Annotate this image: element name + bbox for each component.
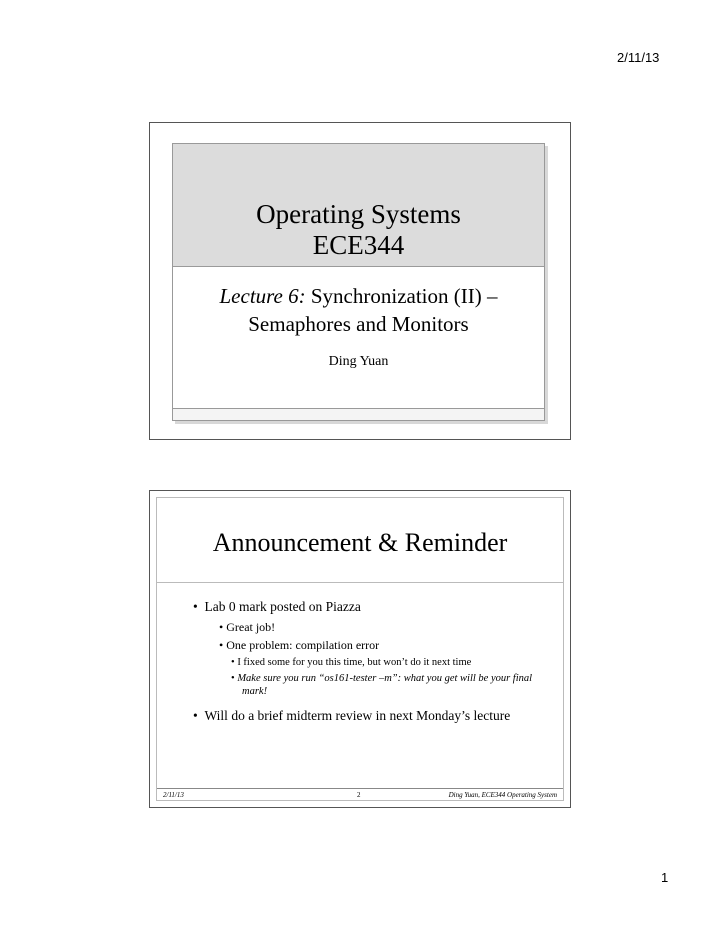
lecture-title-line-1: Synchronization (II) –	[310, 284, 498, 308]
slide-1-content	[172, 143, 545, 421]
slide-2-title: Announcement & Reminder	[212, 528, 508, 557]
title-line-1: Operating Systems	[256, 199, 461, 229]
slide-1	[149, 122, 571, 440]
sub-bullet: • Great job!	[219, 620, 276, 634]
footer-course: Ding Yuan, ECE344 Operating System	[448, 791, 557, 799]
sub-bullet: • One problem: compilation error	[219, 638, 380, 652]
title-divider	[157, 582, 563, 583]
footer-date: 2/11/13	[163, 791, 184, 799]
title-line-2: ECE344	[312, 230, 405, 260]
slide-2-content	[156, 497, 564, 801]
lecture-title-line-2: Semaphores and Monitors	[248, 312, 469, 336]
lecture-prefix: Lecture 6:	[219, 284, 306, 308]
sub-sub-bullet: • I fixed some for you this time, but won’t do it next time	[231, 657, 472, 668]
author: Ding Yuan	[328, 354, 389, 369]
page-date: 2/11/13	[617, 50, 660, 65]
footer-slide-number: 2	[357, 791, 361, 799]
bullet: • Lab 0 mark posted on Piazza	[193, 599, 361, 614]
slide-2-body	[193, 598, 533, 728]
slide-1-title	[173, 199, 544, 261]
bullet: • Will do a brief midterm review in next Monday’s lecture	[193, 708, 511, 723]
slide-2	[149, 490, 571, 808]
lecture-title	[173, 282, 544, 338]
slide-1-bottom-bar	[173, 408, 544, 420]
footer-divider	[157, 788, 563, 789]
sub-sub-bullet: • Make sure you run “os161-tester –m”: what you get will be your final mark!	[231, 673, 533, 697]
page-number: 1	[661, 870, 669, 885]
